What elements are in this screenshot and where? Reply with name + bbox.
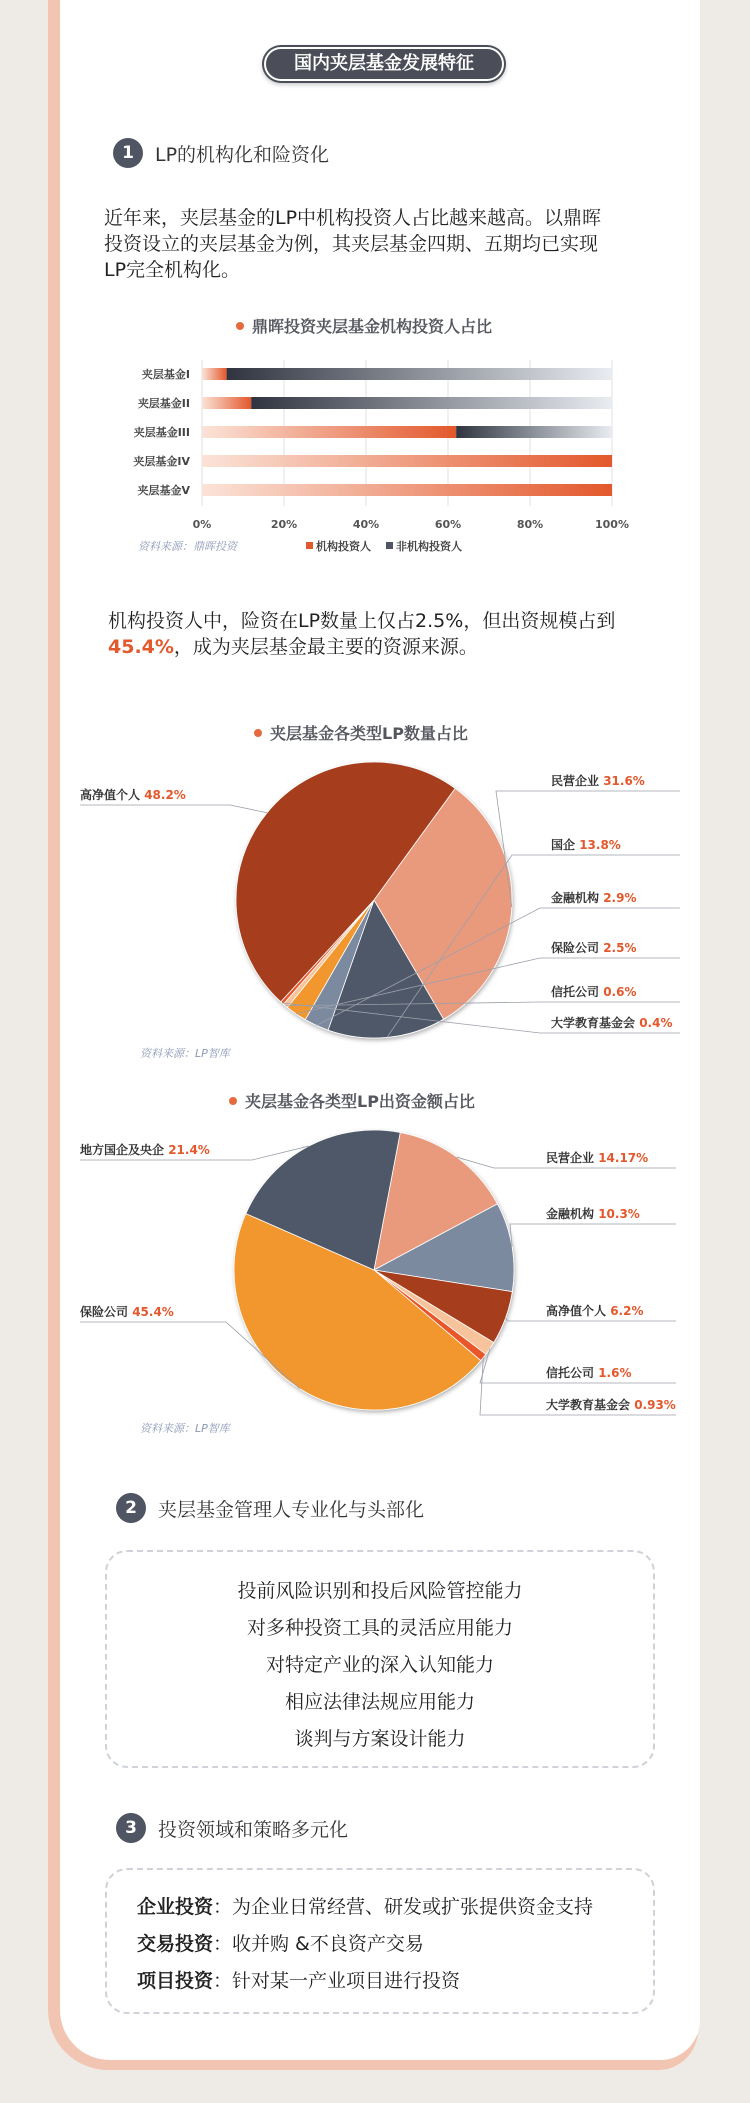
pie1-source: 资料来源：LP智库 [140,1047,230,1060]
bar-institutional [202,426,456,438]
section-2-number: 2 [116,1493,146,1523]
strategy-desc: ：针对某一产业项目进行投资 [213,1970,461,1992]
ability-item: 谈判与方案设计能力 [294,1728,466,1750]
bar-non-institutional [227,368,612,380]
x-tick-label: 100% [595,518,629,531]
ability-item: 投前风险识别和投后风险管控能力 [237,1580,523,1602]
manager-abilities-box [105,1550,655,1768]
legend-swatch [306,542,313,549]
category-label: 夹层基金V [137,484,190,497]
strategy-item [137,1892,593,1919]
section-3-header [116,1813,348,1843]
section-3-title: 投资领域和策略多元化 [158,1818,349,1841]
slice-label: 民营企业 31.6% [551,774,645,788]
strategy-term: 项目投资 [137,1970,214,1992]
slice-label: 信托公司 1.6% [546,1366,632,1380]
bar-institutional [202,397,251,409]
pie2-title-text: 夹层基金各类型LP出资金额占比 [245,1092,475,1111]
intro-line: LP完全机构化。 [104,259,241,281]
slice-label: 大学教育基金会 0.93% [546,1398,676,1412]
slice-label: 高净值个人 6.2% [546,1304,644,1318]
x-tick-label: 0% [192,518,212,531]
bar-non-institutional [456,426,612,438]
category-label: 夹层基金II [137,397,190,410]
para2-line2 [108,634,668,660]
pie-chart-lp-count [0,740,750,1070]
slice-label: 保险公司 45.4% [80,1305,174,1319]
section-1-title: LP的机构化和险资化 [155,143,330,166]
slice-label: 大学教育基金会 0.4% [551,1016,673,1030]
page-title: 国内夹层基金发展特征 [262,45,506,83]
section-1-intro [104,205,664,283]
section-2-header [116,1493,424,1523]
slice-label: 地方国企及央企 21.4% [80,1143,210,1157]
strategy-term: 交易投资 [137,1933,214,1955]
section-3-number: 3 [116,1813,146,1843]
bullet-dot-icon [254,729,262,737]
slice-label: 金融机构 2.9% [551,891,637,905]
strategy-term: 企业投资 [137,1896,214,1918]
x-tick-label: 20% [270,518,298,531]
category-label: 夹层基金IV [133,455,190,468]
section-1-para2 [108,608,668,660]
bullet-dot-icon [236,322,244,330]
legend-label: 非机构投资人 [396,540,462,553]
slice-label: 国企 13.8% [551,838,621,852]
bar-chart-source: 资料来源：鼎晖投资 [138,540,237,553]
leader-line [510,1224,676,1247]
intro-line: 近年来，夹层基金的LP中机构投资人占比越来越高。以鼎晖 [104,207,602,229]
slice-label: 信托公司 0.6% [551,985,637,999]
strategy-desc: ：为企业日常经营、研发或扩张提供资金支持 [213,1896,594,1918]
pie1-title-text: 夹层基金各类型LP数量占比 [270,724,468,743]
section-1-number: 1 [113,138,143,168]
leader-line [80,805,267,813]
category-label: 夹层基金III [133,426,190,439]
x-tick-label: 40% [352,518,380,531]
ability-item: 对特定产业的深入认知能力 [265,1654,494,1676]
pie-chart-lp-amount [0,1110,750,1440]
bullet-dot-icon [229,1097,237,1105]
investment-strategies-box [105,1868,655,2014]
para2-line1: 机构投资人中，险资在LP数量上仅占2.5%，但出资规模占到 [108,610,616,632]
legend-swatch [386,542,393,549]
bar-chart [110,350,650,570]
strategy-item [137,1929,424,1956]
insurance-share-highlight: 45.4% [108,636,174,658]
slice-label: 保险公司 2.5% [551,941,637,955]
leader-line [506,1318,676,1321]
ability-item: 对多种投资工具的灵活应用能力 [246,1617,513,1639]
bar-institutional [202,368,227,380]
strategy-desc: ：收并购 &不良资产交易 [213,1933,424,1955]
slice-label: 高净值个人 48.2% [80,788,186,802]
pie2-title [229,1089,475,1112]
legend-label: 机构投资人 [316,540,371,553]
category-label: 夹层基金I [141,368,190,381]
bar-chart-title-text: 鼎晖投资夹层基金机构投资人占比 [252,317,493,336]
bar-institutional [202,455,612,467]
x-tick-label: 60% [434,518,462,531]
slice-label: 民营企业 14.17% [546,1151,649,1165]
strategy-item [137,1966,460,1993]
section-2-title: 夹层基金管理人专业化与头部化 [158,1498,425,1521]
x-tick-label: 80% [516,518,544,531]
ability-item: 相应法律法规应用能力 [284,1691,475,1713]
section-1-header [113,138,329,168]
intro-line: 投资设立的夹层基金为例，其夹层基金四期、五期均已实现 [104,233,599,255]
bar-non-institutional [251,397,612,409]
slice-label: 金融机构 10.3% [546,1207,640,1221]
pie2-source: 资料来源：LP智库 [140,1422,230,1435]
bar-institutional [202,484,612,496]
bar-chart-title [236,314,492,337]
para2-rest: ，成为夹层基金最主要的资源来源。 [173,636,478,658]
